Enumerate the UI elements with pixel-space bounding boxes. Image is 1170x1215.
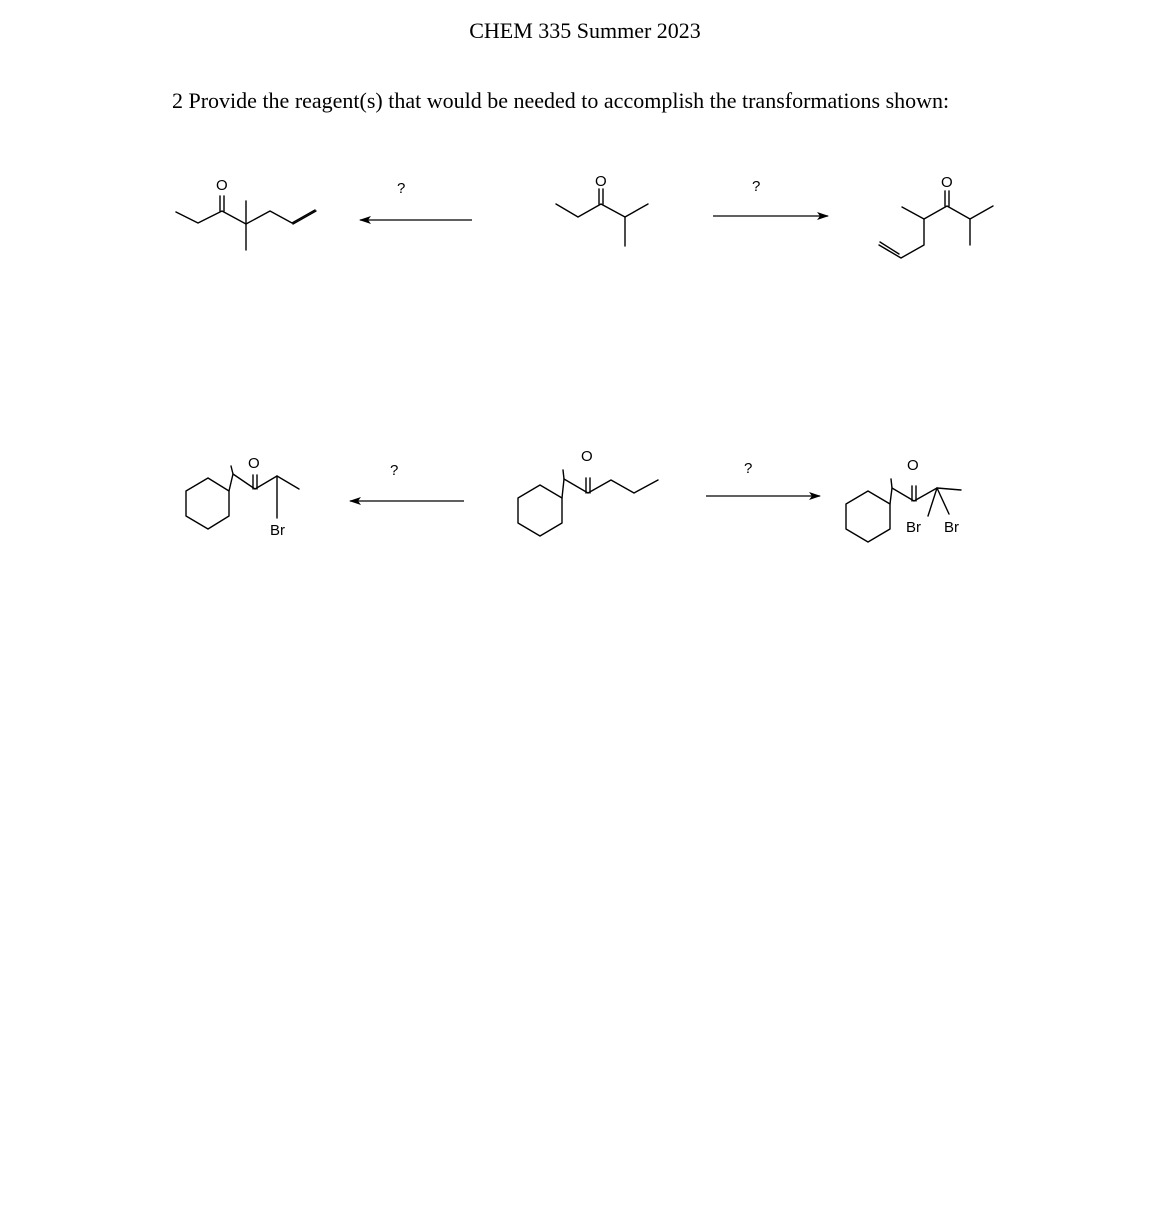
row1-left-product-structure [176,177,316,250]
row1-right-product-structure [879,174,993,258]
row2-start-oxygen-label: O [581,448,593,465]
question-prompt: 2 Provide the reagent(s) that would be needed to accomplish the transformations shown: [172,88,950,113]
row1-right-product-oxygen-label: O [941,174,953,191]
row2-right-arrow-label: ? [744,460,753,477]
row1-start-oxygen-label: O [595,173,607,190]
page-header: CHEM 335 Summer 2023 [469,18,701,43]
row2-left-product-oxygen-label: O [248,455,260,472]
row1-right-arrow-label: ? [752,178,761,195]
row2-right-product-bromine-label-2: Br [944,519,959,536]
row2-right-product-structure [846,457,961,542]
row2-right-product-bromine-label-1: Br [906,519,921,536]
row2-left-product-structure [186,455,299,539]
row2-left-arrow-label: ? [390,462,399,479]
row2-left-product-bromine-label: Br [270,522,285,539]
row1-left-product-oxygen-label: O [216,177,228,194]
row1-starting-ketone-structure [556,173,648,246]
row2-starting-ketone-structure [518,448,658,536]
row1-left-arrow-label: ? [397,180,406,197]
row2-right-product-oxygen-label: O [907,457,919,474]
